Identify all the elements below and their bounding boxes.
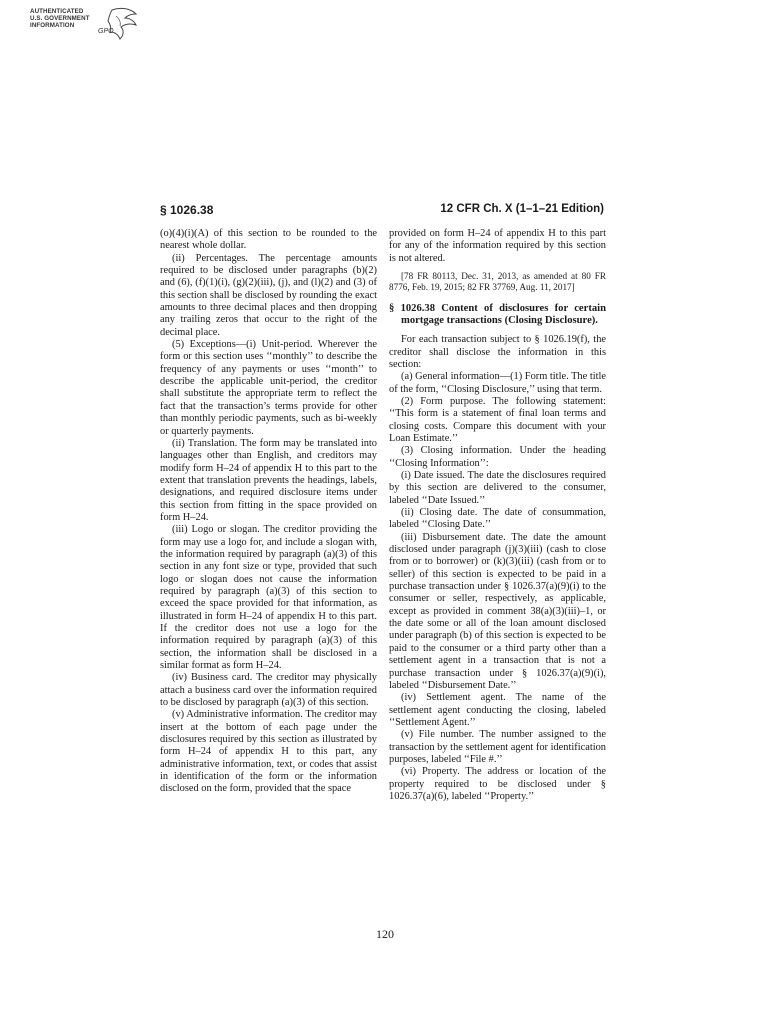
right-paragraph: (2) Form purpose. The following statement: ‘‘This form is a statement of final loan terms and closing costs. Compare this document with your Loan Estimate.’’	[389, 395, 606, 444]
left-paragraph: (ii) Translation. The form may be translated into languages other than English, and creditors may modify form H–24 of appendix H to this part to the extent that translation prevents the headings, labels, designations, and required disclosure items under this section from fitting in the space provided on form H–24.	[160, 437, 377, 523]
source-note: [78 FR 80113, Dec. 31, 2013, as amended at 80 FR 8776, Feb. 19, 2015; 82 FR 37769, Aug. 11, 2017]	[389, 271, 606, 293]
right-paragraph: (3) Closing information. Under the heading ‘‘Closing Information’’:	[389, 445, 606, 469]
left-paragraph: (iii) Logo or slogan. The creditor providing the form may use a logo for, and include a slogan with, the information required by paragraph (a)(3) of this section in any font size or type, provided that such logo or slogan does not cause the information required by paragraph (a)(3) of this section to exceed the space provided for that information, as illustrated in form H–24 of appendix H to this part. If the creditor does not use a logo for the information required by paragraph (a)(3) of this section, the information shall be disclosed in a similar format as form H–24.	[160, 524, 377, 672]
seal-text-authenticated: AUTHENTICATED	[30, 8, 84, 15]
left-paragraph: (o)(4)(i)(A) of this section to be rounded to the nearest whole dollar.	[160, 228, 377, 252]
header-title: 12 CFR Ch. X (1–1–21 Edition)	[440, 203, 604, 215]
right-continuation: provided on form H–24 of appendix H to this part for any of the information required by this section is not altered.	[389, 228, 606, 264]
right-column	[389, 228, 606, 803]
seal-text-information: INFORMATION	[30, 22, 75, 29]
right-paragraph: (a) General information—(1) Form title. The title of the form, ‘‘Closing Disclosure,’’ using that term.	[389, 371, 606, 395]
left-paragraph: (iv) Business card. The creditor may physically attach a business card over the information required to be disclosed by paragraph (a)(3) of this section.	[160, 672, 377, 709]
seal-text-government: U.S. GOVERNMENT	[30, 15, 90, 22]
right-paragraph: (i) Date issued. The date the disclosures required by this section are delivered to the consumer, labeled ‘‘Date Issued.’’	[389, 470, 606, 506]
right-paragraph: (ii) Closing date. The date of consummation, labeled ‘‘Closing Date.’’	[389, 507, 606, 531]
right-paragraph: (iii) Disbursement date. The date the amount disclosed under paragraph (j)(3)(iii) (cash to close from or to borrower) or (k)(3)(iii) (cash from or to seller) of this section is expected to be paid in a purchase transaction under § 1026.37(a)(9)(i) to the consumer or seller, respectively, as applicable, except as provided in comment 38(a)(3)(iii)–1, or the date some or all of the loan amount disclosed under paragraph (b) of this section is expected to be paid to the consumer or a third party other than a settlement agent in a transaction that is not a purchase transaction under § 1026.37(a)(9)(i), labeled ‘‘Disbursement Date.’’	[389, 531, 606, 691]
section-heading: § 1026.38 Content of disclosures for certain mortgage transactions (Closing Disclosure).	[389, 303, 606, 326]
right-paragraph: (vi) Property. The address or location of the property required to be disclosed under § 1026.37(a)(6), labeled ‘‘Property.’’	[389, 766, 606, 802]
left-paragraph: (5) Exceptions—(i) Unit-period. Wherever the form or this section uses ‘‘monthly’’ to describe the frequency of any payments or uses ‘‘month’’ to describe the applicable unit-period, the creditor shall substitute the appropriate term to reflect the fact that the transaction’s terms provide for other than monthly periodic payments, such as bi-weekly or quarterly payments.	[160, 339, 377, 437]
right-paragraph: (iv) Settlement agent. The name of the settlement agent conducting the closing, labeled ‘‘Settlement Agent.’’	[389, 692, 606, 728]
right-paragraph: For each transaction subject to § 1026.19(f), the creditor shall disclose the information in this section:	[389, 334, 606, 370]
left-paragraph: (v) Administrative information. The creditor may insert at the bottom of each page under the disclosures required by this section as illustrated by form H–24 of appendix H to this part, any administrative information, text, or codes that assist in identification of the form or the information disclosed on the form, provided that the space	[160, 709, 377, 795]
page-number: 120	[376, 927, 394, 941]
right-paragraph: (v) File number. The number assigned to the transaction by the settlement agent for identification purposes, labeled ‘‘File #.’’	[389, 729, 606, 765]
left-paragraph: (ii) Percentages. The percentage amounts required to be disclosed under paragraphs (b)(2) and (6), (f)(1)(i), (g)(2)(iii), (j), and (l)(2) and (3) of this section shall be disclosed by rounding the exact amounts to three decimal places and then dropping any trailing zeros that occur to the right of the decimal place.	[160, 252, 377, 338]
left-column	[160, 228, 377, 796]
header-section-number: § 1026.38	[160, 203, 214, 217]
seal-gpo-label: GPO	[98, 28, 114, 35]
